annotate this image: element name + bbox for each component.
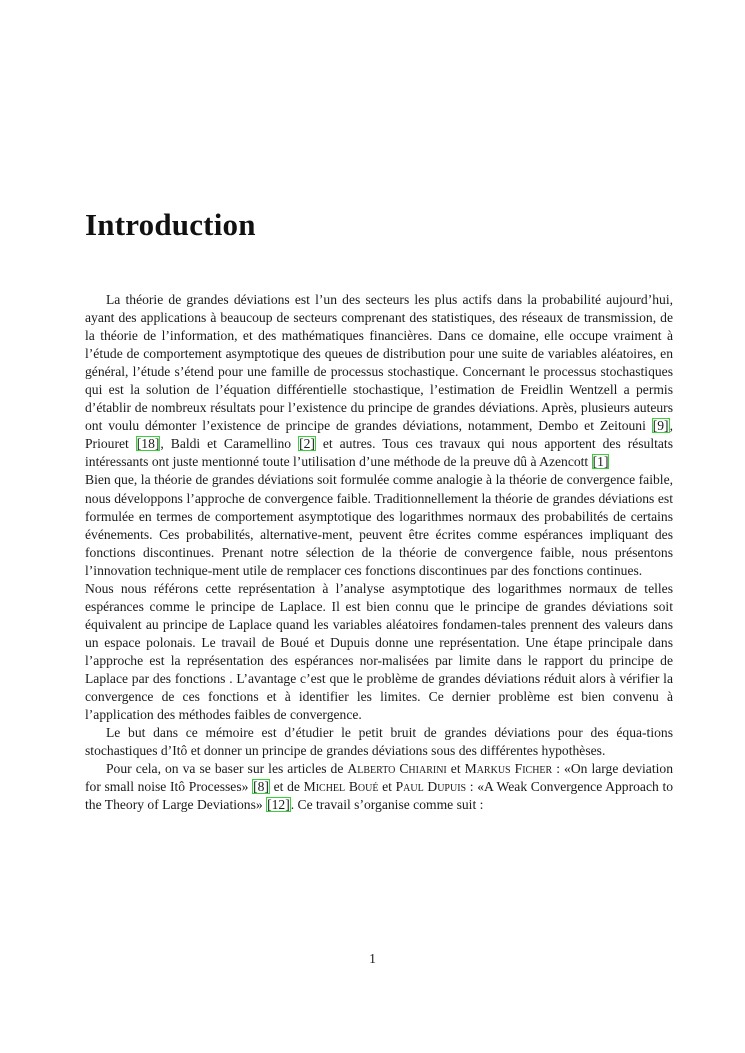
citation-link-9[interactable]: [9]	[652, 418, 669, 434]
paragraph-1	[85, 291, 673, 471]
text-run: : «On large deviation for small noise Itô Processes»	[85, 761, 673, 795]
citation-link-8[interactable]: [8]	[253, 779, 269, 795]
author-name: Paul Dupuis	[395, 779, 467, 795]
text-run: , Baldi et Caramellino	[160, 436, 299, 452]
text-run: La théorie de grandes déviations est l’un des secteurs les plus actifs dans la probabilité aujourd’hui, ayant des applications à beaucoup de secteurs comprenant des statistiques, des réseaux de transmission, de la théorie de l’information, et des mathématiques financières. Dans ce domaine, elle occupe vraiment à l’étude de comportement asymptotique des queues de distribution pour une suite de variables aléatoires, en général, l’étude s’étend pour une famille de processus stochastique. Concernant le processus stochastiques qui est la solution de l’équation différentielle stochastique, l’estimation de Freidlin Wentzell a permis d’établir de nombreux résultats pour l’existence du principe de grandes déviations. Après, plusieurs auteurs ont voulu démonter l’existence de principe de grandes déviations, notamment, Dembo et Zeitouni	[85, 292, 673, 434]
paragraph-3: Nous nous référons cette représentation à l’analyse asymptotique des logarithmes normaux de telles espérances comme le principe de Laplace. Il est bien connu que le principe de grandes déviations soit équivalent au principe de Laplace quand les variables aléatoires fondamen-tales prennent des valeurs dans un espace polonais. Le travail de Boué et Dupuis donne une représentation. Une étape principale dans l’approche est la représentation des espérances nor-malisées par limite dans le rapport du principe de Laplace par des fonctions . L’avantage c’est que le problème de grandes déviations réduit alors à vérifier la convergence de ces fonctions et à identifier les limites. Ce dernier problème est bien convenu à l’application des méthodes faibles de convergence.	[85, 580, 673, 723]
body-text	[85, 291, 673, 814]
paragraph-2: Bien que, la théorie de grandes déviations soit formulée comme analogie à la théorie de convergence faible, nous développons l’approche de convergence faible. Traditionnellement la théorie de grandes déviations est formulée en termes de comportement asymptotique des logarithmes normaux des probabilités de certains événements. Ces probabilités, alternative-ment, peuvent être écrites comme espérances impliquant des fonctions discontinues. Prenant notre sélection de la théorie de convergence faible, nous présentons l’innovation technique-ment utile de remplacer ces fonctions discontinues par des fonctions continues.	[85, 472, 673, 578]
author-name: Michel Boué	[303, 779, 379, 795]
text-run: . Ce travail s’organise comme suit :	[290, 797, 484, 813]
text-run: et	[378, 779, 396, 795]
paragraph-4: Le but dans ce mémoire est d’étudier le petit bruit de grandes déviations pour des équa-tions stochastiques d’Itô et donner un principe de grandes déviations sous des différentes hypothèses.	[85, 725, 673, 759]
paragraph-5	[85, 760, 673, 814]
citation-link-2[interactable]: [2]	[299, 436, 315, 452]
page-number: 1	[369, 951, 376, 966]
author-name: Markus Ficher	[464, 761, 553, 777]
text-run: : «A Weak Convergence Approach to the Theory of Large Deviations»	[85, 779, 674, 813]
text-run: et de	[269, 779, 304, 795]
text-run: et	[446, 761, 465, 777]
chapter-title: Introduction	[85, 207, 256, 242]
text-run: et autres. Tous ces travaux qui nous apportent des résultats intéressants ont juste mentionné toute l’utilisation d’une méthode de la preuve dû à Azencott	[85, 436, 673, 470]
author-name: Alberto Chiarini	[347, 761, 447, 777]
text-run: , Priouret	[85, 418, 673, 452]
citation-link-12[interactable]: [12]	[267, 797, 290, 813]
citation-link-18[interactable]: [18]	[136, 436, 160, 452]
text-run: Pour cela, on va se baser sur les articles de	[106, 761, 348, 777]
citation-link-1[interactable]: [1]	[592, 454, 609, 470]
